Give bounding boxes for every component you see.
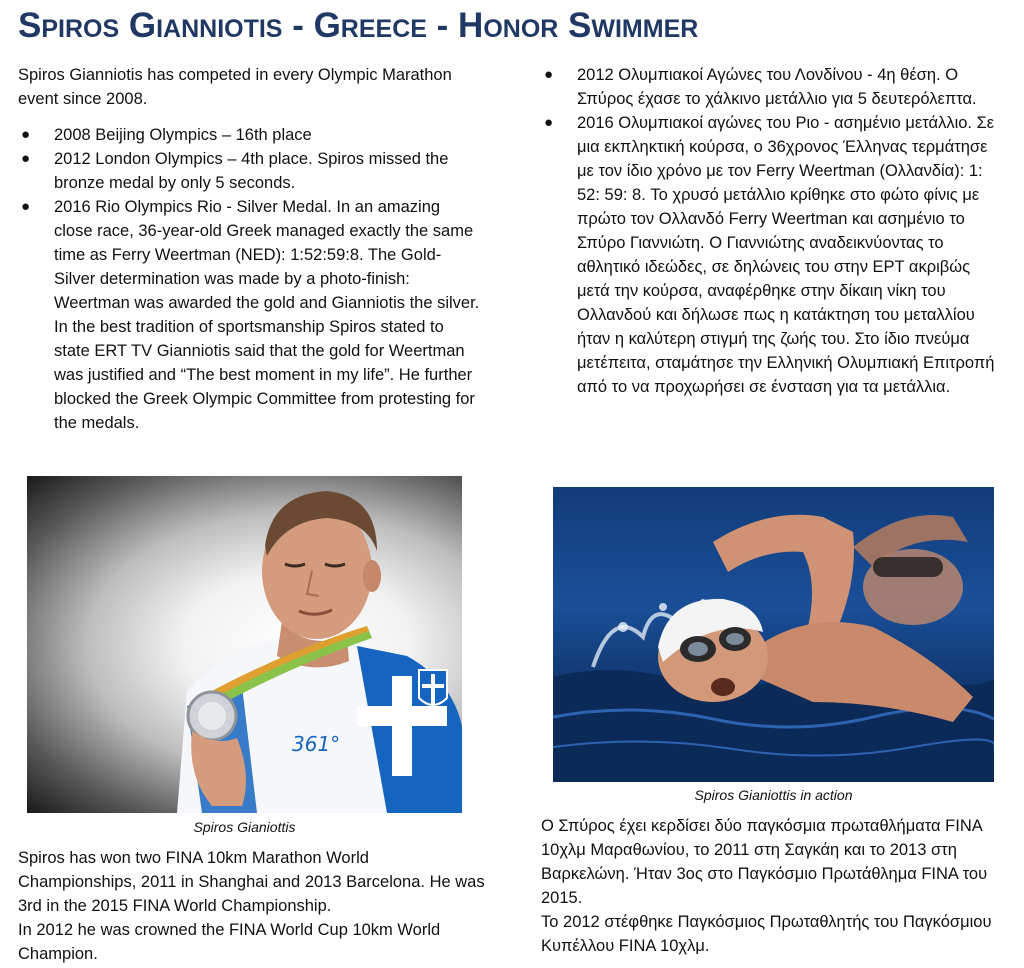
left-column (18, 63, 482, 435)
results-list-el (541, 63, 1003, 399)
bottom-paragraph: Το 2012 στέφθηκε Παγκόσμιος Πρωταθλητής του Παγκόσμιου Κυπέλλου FINA 10χλμ. (541, 913, 992, 955)
bullet-icon: ● (21, 198, 31, 215)
bullet-icon: ● (544, 66, 554, 83)
list-item: ● 2016 Ολυμπιακοί αγώνες του Ριο - ασημένιο μετάλλιο. Σε μια εκπληκτική κούρσα, ο 36χρονος Έλληνας τερμάτησε με τον ίδιο χρόνο με τον Ferry Weertman (Ολλανδία): 1: 52: 59: 8. Το χρυσό μετάλλιο κρίθηκε στο φώτο φίνις με πρώτο τον Ολλανδό Ferry Weertman και ασημένιο το Σπύρο Γιαννιώτη. Ο Γιαννιώτης αναδεικνύοντας το αθλητικό ιδεώδες, σε δηλώνεις του στην ΕΡΤ ακριβώς μετά την κούρσα, αναφέρθηκε στην δίκαιη νίκη του Ολλανδού και δήλωσε πως η κατάκτηση του μεταλλίου ήταν η καλύτερη στιγμή της ζωής του. Στο ίδιο πνεύμα μετέπειτα, σταμάτησε την Ελληνική Ολυμπιακή Επιτροπή από το να προχωρήσει σε ένσταση για τα μετάλλια. (541, 111, 1003, 399)
right-bottom-text (541, 814, 1011, 958)
portrait-photo (27, 476, 462, 813)
bullet-icon: ● (544, 114, 554, 131)
results-list-en (18, 123, 482, 435)
portrait-caption: Spiros Gianiottis (193, 819, 296, 835)
swimming-caption: Spiros Gianiottis in action (694, 787, 853, 803)
svg-text:361°: 361° (292, 732, 341, 756)
bottom-paragraph: In 2012 he was crowned the FINA World Cup 10km World Champion. (18, 921, 441, 963)
list-item: ● 2016 Rio Olympics Rio - Silver Medal. In an amazing close race, 36-year-old Greek managed exactly the same time as Ferry Weertman (NED): 1:52:59:8. The Gold-Silver determination was made by a photo-finish: Weertman was awarded the gold and Gianniotis the silver. In the best tradition of sportsmanship Spiros stated to state ERT TV Gianniotis said that the gold for Weertman was justified and “The best moment in my life”. He further blocked the Greek Olympic Committee from protesting for the medals. (18, 195, 482, 435)
left-bottom-text (18, 846, 488, 966)
right-column (541, 63, 1003, 399)
list-item: ● 2008 Beijing Olympics – 16th place (18, 123, 482, 147)
intro-paragraph: Spiros Gianniotis has competed in every Olympic Marathon event since 2008. (18, 66, 452, 108)
swimmer-illustration (553, 487, 994, 782)
bullet-icon: ● (21, 150, 31, 167)
bullet-icon: ● (21, 126, 31, 143)
bottom-paragraph: Ο Σπύρος έχει κερδίσει δύο παγκόσμια πρωταθλήματα FINA 10χλμ Μαραθωνίου, το 2011 στη Σαγκάη και το 2013 στη Βαρκελώνη. Ήταν 3ος στο Παγκόσμιο Πρωτάθλημα FINA του 2015. (541, 817, 988, 907)
list-item: ● 2012 Ολυμπιακοί Αγώνες του Λονδίνου - 4η θέση. Ο Σπύρος έχασε το χάλκινο μετάλλιο για 5 δευτερόλεπτα. (541, 63, 1003, 111)
portrait-illustration (27, 476, 462, 813)
list-item: ● 2012 London Olympics – 4th place. Spiros missed the bronze medal by only 5 seconds. (18, 147, 482, 195)
page-title: Spiros Gianniotis - Greece - Honor Swimmer (18, 6, 699, 45)
swimming-photo (553, 487, 994, 782)
bottom-paragraph: Spiros has won two FINA 10km Marathon World Championships, 2011 in Shanghai and 2013 Barcelona. He was 3rd in the 2015 FINA World Championship. (18, 849, 485, 915)
